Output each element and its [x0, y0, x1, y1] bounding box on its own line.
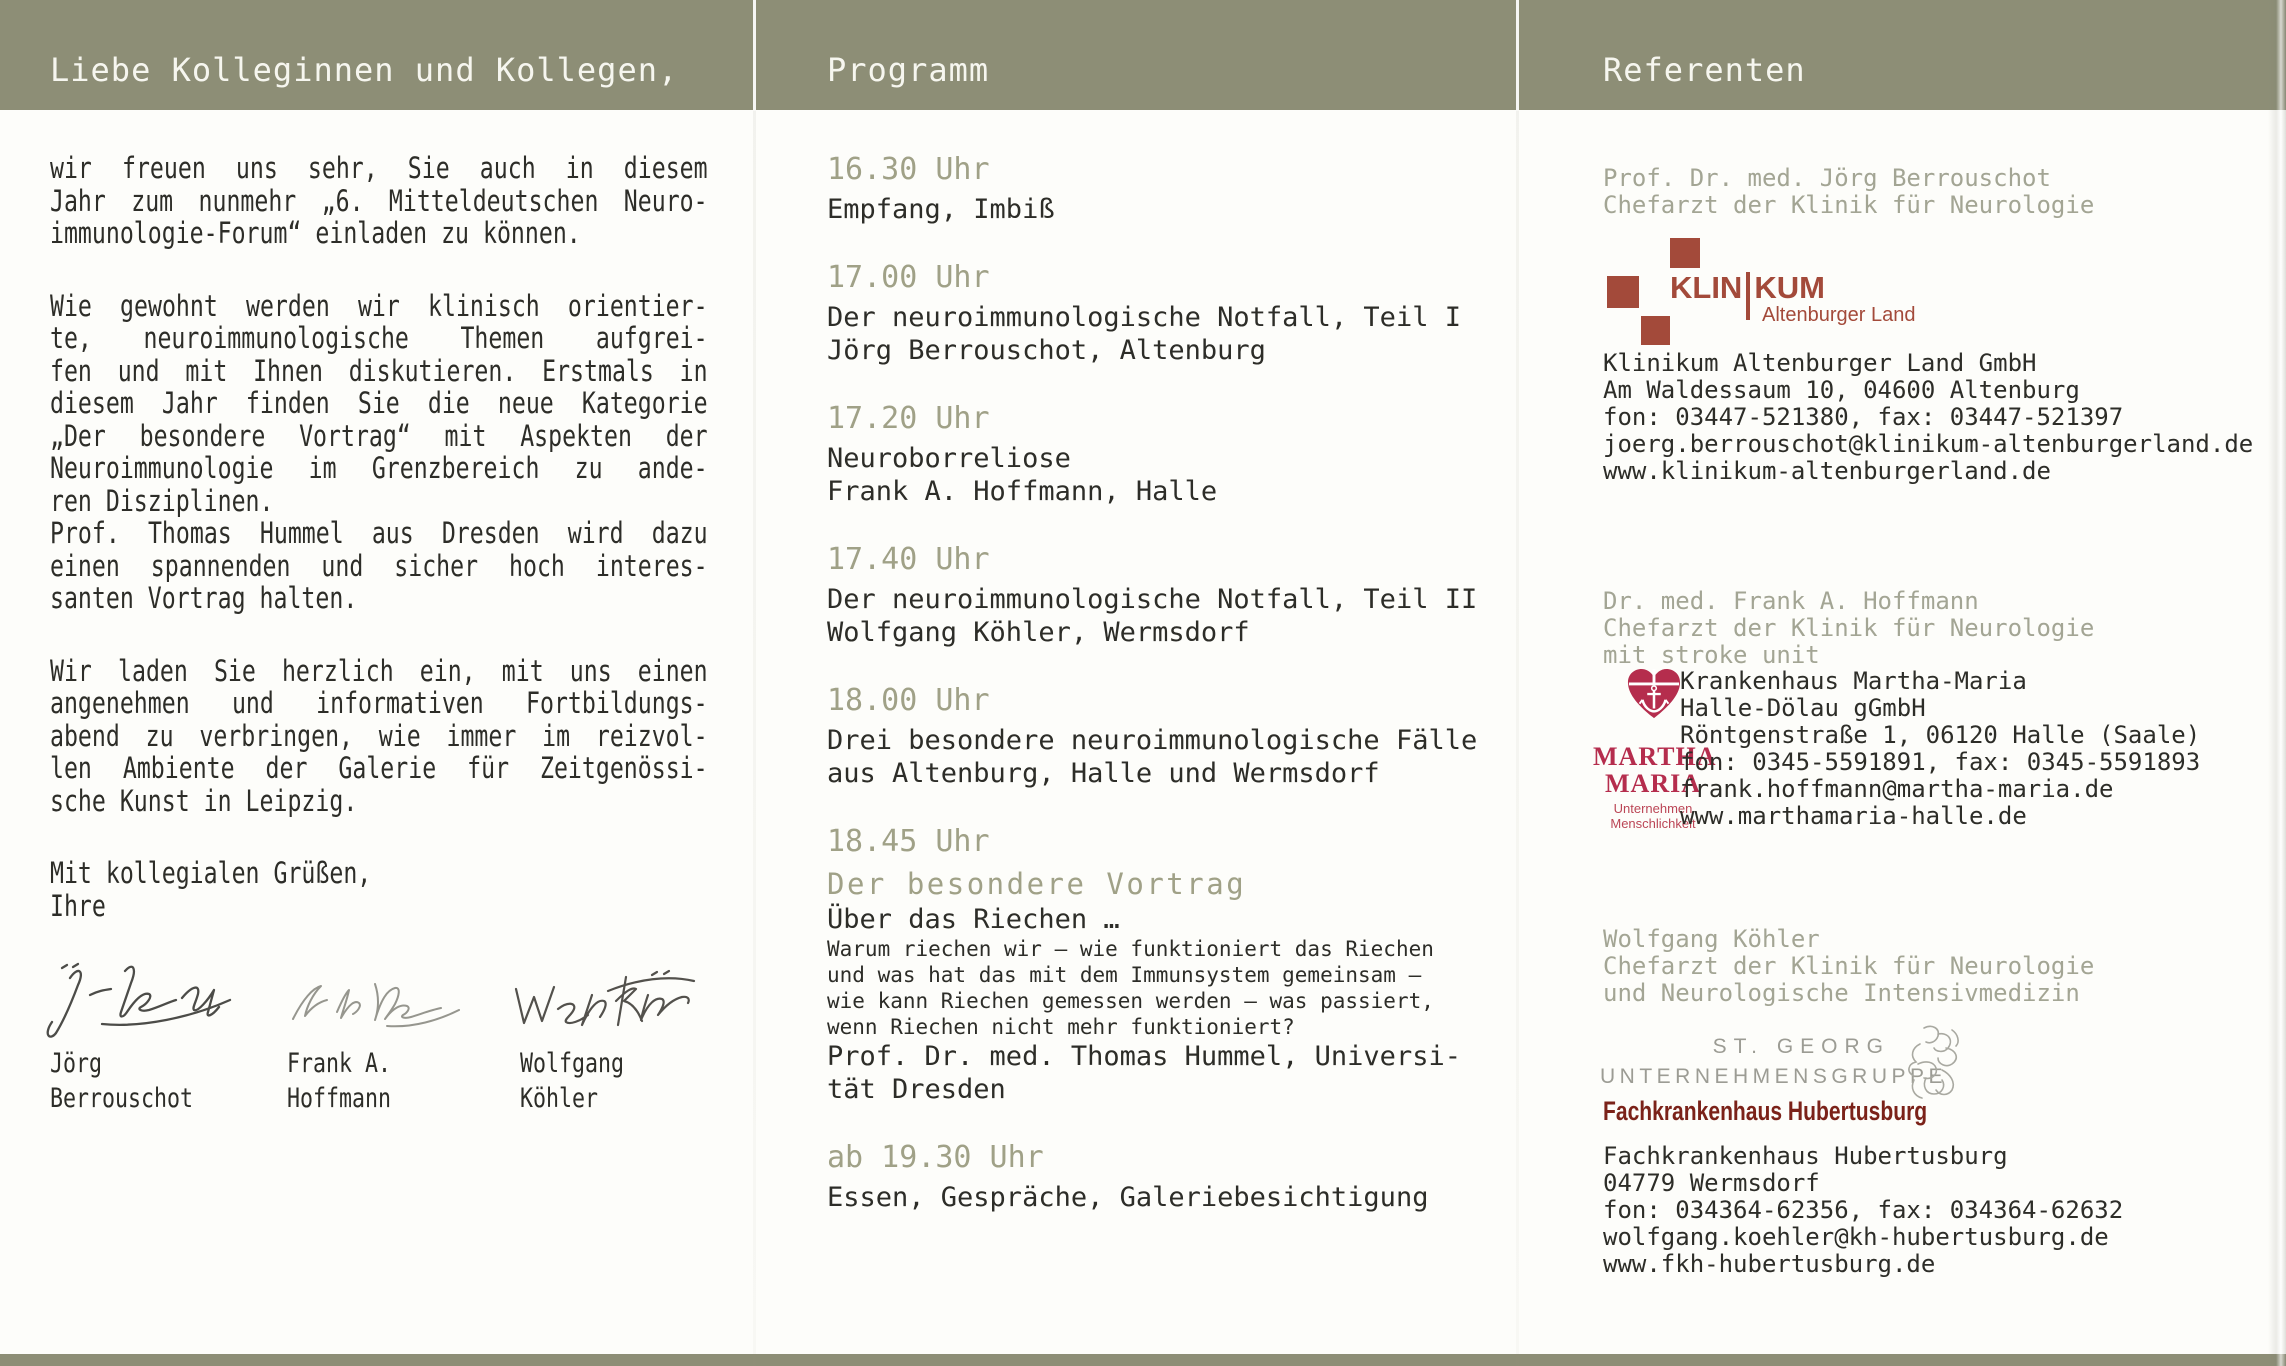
letter-line: Ihre [50, 888, 106, 923]
program-line: Der neuroimmunologische Notfall, Teil I [827, 302, 1461, 333]
signer-name-line: Frank A. [287, 1048, 392, 1079]
address-klinikum [1603, 350, 2253, 485]
letter-line: sche Kunst in Leipzig. [50, 783, 358, 818]
address-line: Klinikum Altenburger Land GmbH [1603, 349, 2037, 377]
letter-line: Neuroimmunologie im Grenzbereich zu ande- [50, 451, 708, 485]
program-line: Frank A. Hoffmann, Halle [827, 476, 1218, 507]
referenten-panel-header: Referenten [1603, 51, 1806, 89]
program-line: Der besondere Vortrag [827, 867, 1247, 901]
letter-line: einen spannenden und sicher hoch interes- [50, 548, 708, 583]
martha-maria-tagline: Unternehmen [1613, 801, 1693, 816]
address-line: fon: 0345-5591891, fax: 0345-5591893 [1680, 748, 2201, 776]
letter-line: ren Disziplinen. [50, 483, 274, 518]
signatures-row [40, 955, 720, 1055]
program-line: wie kann Riechen gemessen werden – was passiert, [827, 989, 1434, 1013]
program-line: tät Dresden [827, 1074, 1006, 1105]
program-entry [827, 152, 1492, 226]
signer-name-joerg-berrouschot [50, 1046, 193, 1116]
speaker-title-line: mit stroke unit [1603, 641, 1820, 669]
program-time: ab 19.30 Uhr [827, 1140, 1044, 1175]
letter-line: te, neuroimmunologische Themen aufgrei- [50, 321, 708, 355]
speaker-title-line: Prof. Dr. med. Jörg Berrouschot [1603, 164, 2051, 192]
address-line: www.marthamaria-halle.de [1680, 802, 2027, 830]
program-line: Prof. Dr. med. Thomas Hummel, Universi- [827, 1041, 1461, 1072]
letter-line: abend zu verbringen, wie immer im reizvol- [50, 718, 708, 753]
program-line: Neuroborreliose [827, 443, 1071, 474]
signature-wolfgang-koehler [508, 965, 704, 1047]
klinikum-logo-square [1607, 276, 1639, 308]
program-entry [827, 683, 1492, 790]
st-georg-line: ST. GEORG [1712, 1035, 1890, 1058]
fold-crease [753, 0, 756, 1366]
address-line: fon: 034364-62356, fax: 034364-62632 [1603, 1196, 2124, 1224]
address-hubertusburg [1603, 1143, 2123, 1278]
address-line: frank.hoffmann@martha-maria.de [1680, 775, 2114, 803]
klinikum-logo-square [1641, 316, 1670, 345]
program-time: 18.00 Uhr [827, 683, 990, 718]
speaker-title-hoffmann [1603, 588, 2094, 669]
speaker-title-line: Chefarzt der Klinik für Neurologie [1603, 614, 2095, 642]
address-line: Krankenhaus Martha-Maria [1680, 667, 2027, 695]
program-entry [827, 1140, 1492, 1214]
letter-paragraph [50, 290, 708, 615]
scan-edge-shadow [2268, 0, 2286, 1366]
speaker-title-line: Chefarzt der Klinik für Neurologie [1603, 191, 2095, 219]
program-line: aus Altenburg, Halle und Wermsdorf [827, 758, 1380, 789]
program-line: Drei besondere neuroimmunologische Fälle [827, 725, 1478, 756]
st-georg-dragon-icon [1896, 1020, 1974, 1108]
letter-line: Wie gewohnt werden wir klinisch orientier- [50, 288, 708, 323]
program-time: 18.45 Uhr [827, 824, 990, 859]
address-line: www.fkh-hubertusburg.de [1603, 1250, 1936, 1278]
program-line: Über das Riechen … [827, 904, 1120, 935]
letter-paragraph [50, 857, 708, 922]
program-panel-header: Programm [827, 51, 990, 89]
st-georg-line: UNTERNEHMENSGRUPPE [1600, 1065, 1948, 1088]
signature-frank-hoffmann [283, 975, 469, 1037]
program-entry [827, 824, 1492, 1106]
footer-band [0, 1354, 2286, 1366]
address-line: Halle-Dölau gGmbH [1680, 694, 1926, 722]
st-georg-unternehmensgruppe-logo [1600, 1032, 1948, 1092]
martha-maria-heart-icon [1625, 668, 1683, 722]
letter-body [50, 152, 708, 922]
address-line: Röntgenstraße 1, 06120 Halle (Saale) [1680, 721, 2201, 749]
signer-name-line: Jörg [50, 1048, 103, 1079]
program-line: Wolfgang Köhler, Wermsdorf [827, 617, 1250, 648]
program-line: Empfang, Imbiß [827, 194, 1055, 225]
program-list [827, 152, 1492, 1248]
letter-line: Mit kollegialen Grüßen, [50, 856, 372, 890]
speaker-title-koehler [1603, 926, 2094, 1007]
program-line: wenn Riechen nicht mehr funktioniert? [827, 1015, 1295, 1039]
klinikum-logo-subline: Altenburger Land [1762, 304, 1916, 326]
letter-line: len Ambiente der Galerie für Zeitgenössi- [50, 751, 708, 785]
letter-line: Prof. Thomas Hummel aus Dresden wird dazu [50, 516, 708, 550]
program-line: Der neuroimmunologische Notfall, Teil II [827, 584, 1478, 615]
klinikum-word-right: KUM [1754, 270, 1825, 305]
signer-name-frank-hoffmann [287, 1046, 391, 1116]
letter-paragraph [50, 655, 708, 818]
address-line: Fachkrankenhaus Hubertusburg [1603, 1142, 2008, 1170]
program-time: 17.00 Uhr [827, 260, 990, 295]
klinikum-logo-bar [1746, 272, 1750, 320]
program-line: Jörg Berrouschot, Altenburg [827, 335, 1266, 366]
address-line: fon: 03447-521380, fax: 03447-521397 [1603, 403, 2124, 431]
letter-line: santen Vortrag halten. [50, 581, 358, 615]
address-line: 04779 Wermsdorf [1603, 1169, 1820, 1197]
speaker-title-berrouschot [1603, 165, 2094, 219]
signer-name-line: Berrouschot [50, 1083, 194, 1114]
program-entry [827, 260, 1492, 367]
letter-line: „Der besondere Vortrag“ mit Aspekten der [50, 418, 708, 453]
klinikum-word-left: KLIN [1670, 270, 1743, 305]
speaker-title-line: Wolfgang Köhler [1603, 925, 1820, 953]
letter-line: angenehmen und informativen Fortbildungs- [50, 686, 708, 720]
fachkrankenhaus-hubertusburg-brand: Fachkrankenhaus Hubertusburg [1603, 1096, 1928, 1126]
letter-line: Jahr zum nunmehr „6. Mitteldeutschen Neuro- [50, 183, 708, 218]
speaker-title-line: und Neurologische Intensivmedizin [1603, 979, 2080, 1007]
letter-line: diesem Jahr finden Sie die neue Kategorie [50, 386, 708, 420]
program-time: 17.40 Uhr [827, 542, 990, 577]
martha-maria-name: MARTHA [1593, 742, 1717, 771]
signature-joerg-berrouschot [40, 960, 252, 1052]
letter-line: Wir laden Sie herzlich ein, mit uns einen [50, 653, 708, 688]
program-entry [827, 401, 1492, 508]
letter-line: wir freuen uns sehr, Sie auch in diesem [50, 151, 708, 185]
address-line: joerg.berrouschot@klinikum-altenburgerland.de [1603, 430, 2254, 458]
program-line: Essen, Gespräche, Galeriebesichtigung [827, 1182, 1429, 1213]
letter-paragraph [50, 152, 708, 250]
program-time: 16.30 Uhr [827, 152, 990, 187]
fold-crease [1516, 0, 1519, 1366]
address-martha-maria [1680, 668, 2200, 830]
signer-name-line: Köhler [520, 1083, 599, 1114]
letter-line: immunologie-Forum“ einladen zu können. [50, 216, 581, 250]
program-entry [827, 542, 1492, 649]
letter-line: fen und mit Ihnen diskutieren. Erstmals in [50, 353, 708, 388]
program-line: und was hat das mit dem Immunsystem gemeinsam – [827, 963, 1422, 987]
signer-name-line: Hoffmann [287, 1083, 392, 1114]
klinikum-altenburger-land-logo [1600, 232, 1920, 352]
address-line: www.klinikum-altenburgerland.de [1603, 457, 2051, 485]
address-line: wolfgang.koehler@kh-hubertusburg.de [1603, 1223, 2109, 1251]
klinikum-logo-square [1670, 238, 1700, 268]
program-time: 17.20 Uhr [827, 401, 990, 436]
program-line: Warum riechen wir – wie funktioniert das Riechen [827, 937, 1434, 961]
martha-maria-tagline: Menschlichkeit [1610, 816, 1696, 831]
address-line: Am Waldessaum 10, 04600 Altenburg [1603, 376, 2080, 404]
signer-name-line: Wolfgang [520, 1048, 625, 1079]
martha-maria-name: MARIA [1605, 769, 1701, 798]
signer-name-wolfgang-koehler [520, 1046, 624, 1116]
letter-panel-header: Liebe Kolleginnen und Kollegen, [50, 51, 679, 89]
speaker-title-line: Dr. med. Frank A. Hoffmann [1603, 587, 1979, 615]
speaker-title-line: Chefarzt der Klinik für Neurologie [1603, 952, 2095, 980]
